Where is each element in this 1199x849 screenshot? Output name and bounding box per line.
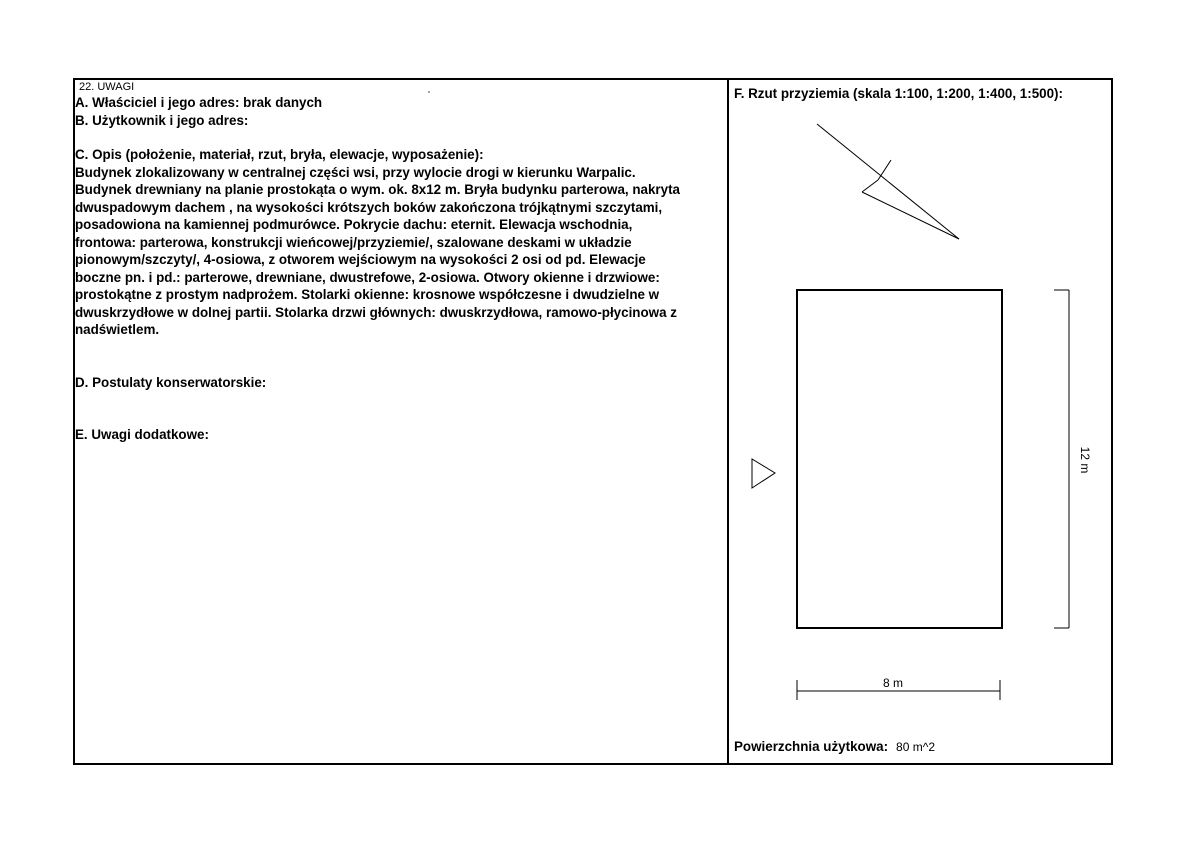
entrance-arrow-icon — [752, 459, 775, 488]
conservation-postulates-heading: D. Postulaty konserwatorskie: — [75, 374, 267, 390]
description-line: dwuskrzydłowe w dolnej partii. Stolarka drzwi głównych: dwuskrzydłowa, ramowo-płycinowa z — [75, 304, 677, 320]
floor-plan-title: F. Rzut przyziemia (skala 1:100, 1:200, 1:400, 1:500): — [734, 86, 1063, 101]
usable-area-value: 80 m^2 — [896, 740, 936, 754]
additional-remarks-heading: E. Uwagi dodatkowe: — [75, 427, 209, 442]
description-line: nadświetlem. — [75, 322, 160, 337]
usable-area-label: Powierzchnia użytkowa: — [734, 739, 889, 754]
building-outline — [797, 290, 1002, 628]
description-line: posadowiona na kamiennej podmurówce. Pokrycie dachu: eternit. Elewacja wschodnia, — [75, 217, 633, 232]
description-line: pionowym/szczyty/, 4-osiowa, z otworem wejściowym na wysokości 2 osi od pd. Elewacje — [75, 252, 646, 267]
usable-area — [734, 739, 935, 754]
width-dimension-label: 8 m — [882, 676, 904, 690]
description-line: Budynek zlokalizowany w centralnej części wsi, przy wylocie drogi w kierunku Warpalic. — [75, 164, 636, 180]
description-line: boczne pn. i pd.: parterowe, drewniane, dwustrefowe, 2-osiowa. Otwory okienne i drzwiowe: — [75, 269, 660, 285]
north-arrow-icon — [817, 124, 959, 239]
description-line: frontowa: parterowa, konstrukcji wieńcowej/przyziemie/, szalowane deskami w układzie — [75, 234, 632, 250]
owner-line: A. Właściciel i jego adres: brak danych — [75, 95, 323, 110]
description-line: Budynek drewniany na planie prostokąta o wym. ok. 8x12 m. Bryła budynku parterowa, nakryta — [75, 182, 680, 197]
user-line: B. Użytkownik i jego adres: — [75, 112, 249, 128]
length-dimension-line — [1054, 290, 1069, 628]
description-line: prostokątne z prostym nadprożem. Stolarki okienne: krosnowe współczesne i dwudzielne w — [75, 287, 660, 302]
section-number: 22. UWAGI — [79, 81, 135, 93]
description-line: dwuspadowym dachem , na wysokości krótszych boków zakończona trójkątnymi szczytami, — [75, 199, 663, 215]
description-title: C. Opis (położenie, materiał, rzut, bryła, elewacje, wyposażenie): — [75, 147, 484, 162]
length-dimension-label: 12 m — [1078, 446, 1092, 474]
